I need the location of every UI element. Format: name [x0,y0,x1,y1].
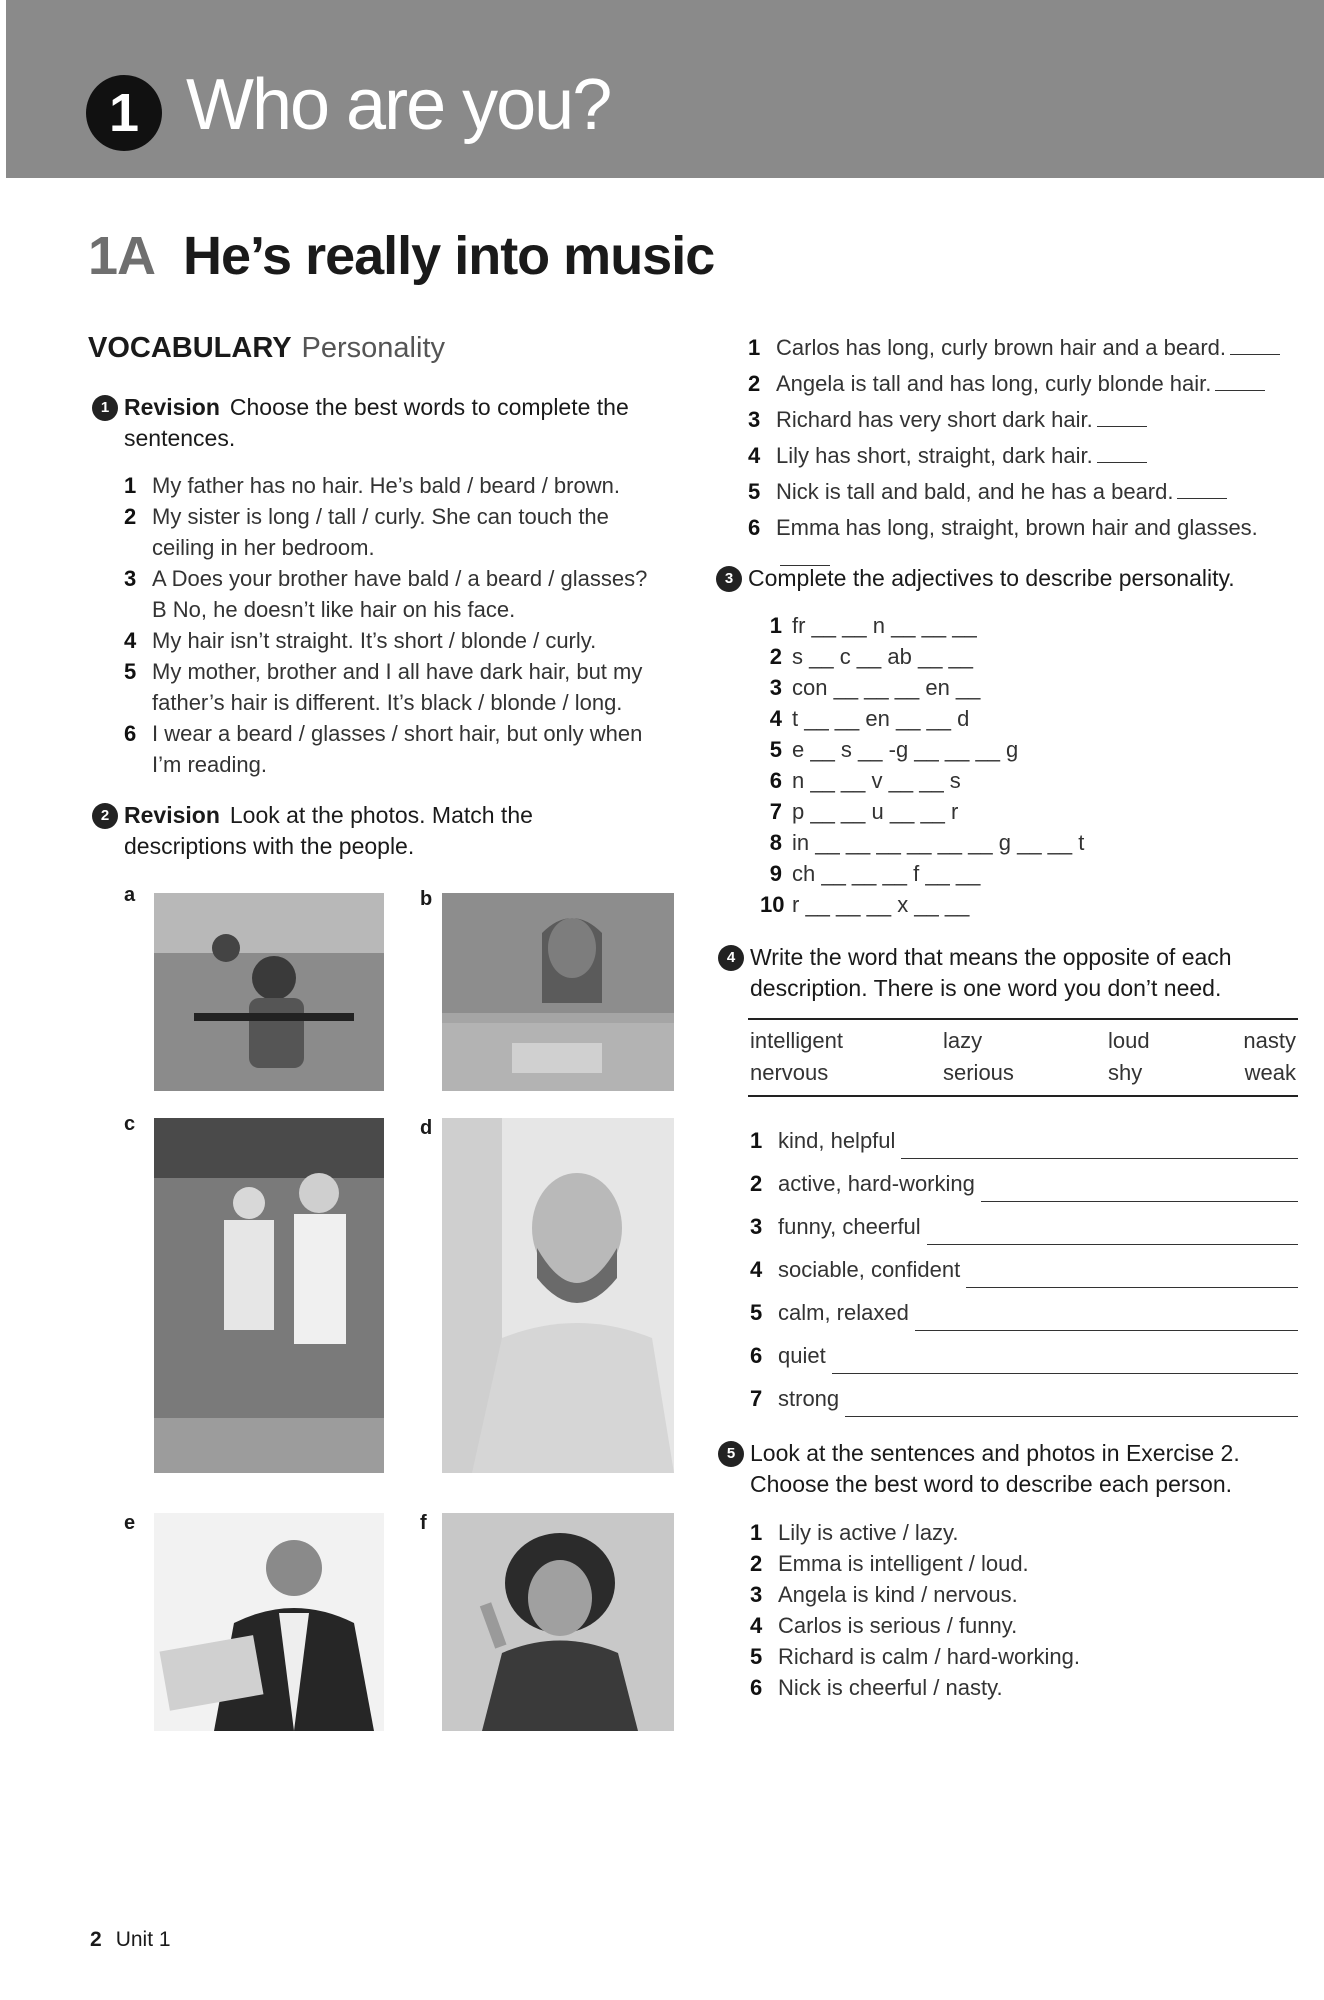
footer-unit: Unit 1 [115,1928,171,1951]
word-box-item: shy [1108,1060,1143,1085]
list-item: 1 Carlos has long, curly brown hair and a beard. [748,332,1308,368]
list-item: 8 in __ __ __ __ __ __ g __ __ t [769,830,1085,855]
exercise-3-list [760,610,1084,920]
list-item: 3 con __ __ __ en __ [769,675,981,700]
photo-label-c: c [124,1113,136,1135]
unit-number-badge: 1 [86,75,162,151]
list-item: 5 My mother, brother and I all have dark hair, but my father’s hair is different. It’s black / blonde / long. [124,659,643,715]
word-box-item: intelligent [750,1028,843,1053]
list-item: 7 p __ __ u __ __ r [769,799,959,824]
answer-line[interactable] [845,1415,1298,1417]
list-item: 4 Lily has short, straight, dark hair. [748,440,1308,476]
list-item: 3 funny, cheerful [750,1214,1298,1257]
word-box-item: lazy [943,1028,983,1053]
photo-label-d: d [420,1117,433,1139]
section-title: VOCABULARY [88,332,292,364]
answer-line[interactable] [915,1329,1298,1331]
lesson-code: 1A [88,226,156,286]
photo-d [442,1118,674,1473]
photo-a [154,893,384,1091]
answer-blank[interactable] [1215,389,1265,391]
exercise-3-instruction [724,563,1308,594]
list-item: 2 My sister is long / tall / curly. She can touch the ceiling in her bedroom. [124,504,609,560]
word-box-item: nasty [1243,1028,1296,1053]
list-item: 2 s __ c __ ab __ __ [769,644,974,669]
answer-line[interactable] [927,1243,1298,1245]
photo-label-b: b [420,888,433,910]
list-item: 2 active, hard-working [750,1171,1298,1214]
exercise-text: Complete the adjectives to describe personality. [748,565,1235,591]
exercise-2-instruction [100,800,654,862]
section-subtitle: Personality [301,332,446,364]
exercise-1-instruction [100,392,654,454]
list-item: 2 Angela is tall and has long, curly blonde hair. [748,368,1308,404]
list-item: 6 quiet [750,1343,1298,1386]
list-item: 4 My hair isn’t straight. It’s short / blonde / curly. [124,628,597,653]
list-item: 3 A Does your brother have bald / a beard / glasses? B No, he doesn’t like hair on his face. [124,566,648,622]
lesson-title-text: He’s really into music [183,226,715,286]
list-item: 4 t __ __ en __ __ d [769,706,970,731]
list-item: 1 kind, helpful [750,1128,1298,1171]
exercise-tag: Revision [124,394,220,420]
exercise-text: Look at the sentences and photos in Exercise 2. Choose the best word to describe each person. [750,1440,1240,1497]
list-item: 10 r __ __ __ x __ __ [760,892,970,917]
list-item: 1 fr __ __ n __ __ __ [769,613,977,638]
photo-label-f: f [420,1512,427,1534]
list-item: 7 strong [750,1386,1298,1429]
list-item: 6 Nick is cheerful / nasty. [750,1675,1003,1700]
photo-c [154,1118,384,1473]
word-box-item: weak [1244,1060,1296,1085]
unit-title: Who are you? [186,65,611,145]
list-item: 6 I wear a beard / glasses / short hair, but only when I’m reading. [124,721,643,777]
list-item: 4 sociable, confident [750,1257,1298,1300]
answer-blank[interactable] [1097,461,1147,463]
page-footer [90,1928,171,1952]
page-number: 2 [90,1928,102,1951]
list-item: 1 My father has no hair. He’s bald / beard / brown. [124,473,620,498]
exercise-badge: 5 [718,1441,744,1467]
answer-blank[interactable] [1230,353,1280,355]
lesson-title [88,225,714,287]
answer-line[interactable] [901,1157,1298,1159]
exercise-badge: 4 [718,945,744,971]
word-box [748,1018,1298,1097]
list-item: 4 Carlos is serious / funny. [750,1613,1018,1638]
exercise-5-list [750,1517,1300,1703]
list-item: 6 n __ __ v __ __ s [769,768,961,793]
answer-line[interactable] [832,1372,1298,1374]
exercise-badge: 1 [92,395,118,421]
list-item: 1 Lily is active / lazy. [750,1520,959,1545]
answer-blank[interactable] [1097,425,1147,427]
photo-f [442,1513,674,1731]
list-item: 2 Emma is intelligent / loud. [750,1551,1029,1576]
exercise-tag: Revision [124,802,220,828]
photo-b [442,893,674,1091]
list-item: 5 e __ s __ -g __ __ __ g [769,737,1019,762]
word-box-item: serious [943,1060,1014,1085]
exercise-5-instruction [726,1438,1300,1500]
answer-blank[interactable] [1177,497,1227,499]
exercise-4-instruction [726,942,1300,1004]
list-item: 9 ch __ __ __ f __ __ [769,861,981,886]
section-heading [88,332,445,365]
exercise-text: Choose the best words to complete the sentences. [124,394,629,451]
list-item: 3 Angela is kind / nervous. [750,1582,1018,1607]
answer-line[interactable] [981,1200,1298,1202]
list-item: 5 calm, relaxed [750,1300,1298,1343]
exercise-4-list [750,1128,1298,1429]
list-item: 5 Nick is tall and bald, and he has a beard. [748,476,1308,512]
exercise-1-list [124,470,664,780]
word-box-item: loud [1108,1028,1150,1053]
list-item: 3 Richard has very short dark hair. [748,404,1308,440]
exercise-badge: 2 [92,803,118,829]
exercise-badge: 3 [716,566,742,592]
answer-line[interactable] [966,1286,1298,1288]
exercise-text: Write the word that means the opposite of each description. There is one word you don’t need. [750,944,1232,1001]
photo-e [154,1513,384,1731]
exercise-2-list [748,332,1308,548]
photo-label-a: a [124,884,136,906]
exercise-text: Look at the photos. Match the descriptions with the people. [124,802,533,859]
list-item: 6 Emma has long, straight, brown hair and glasses. [748,512,1308,548]
photo-label-e: e [124,1512,136,1534]
word-box-item: nervous [750,1060,829,1085]
list-item: 5 Richard is calm / hard-working. [750,1644,1080,1669]
